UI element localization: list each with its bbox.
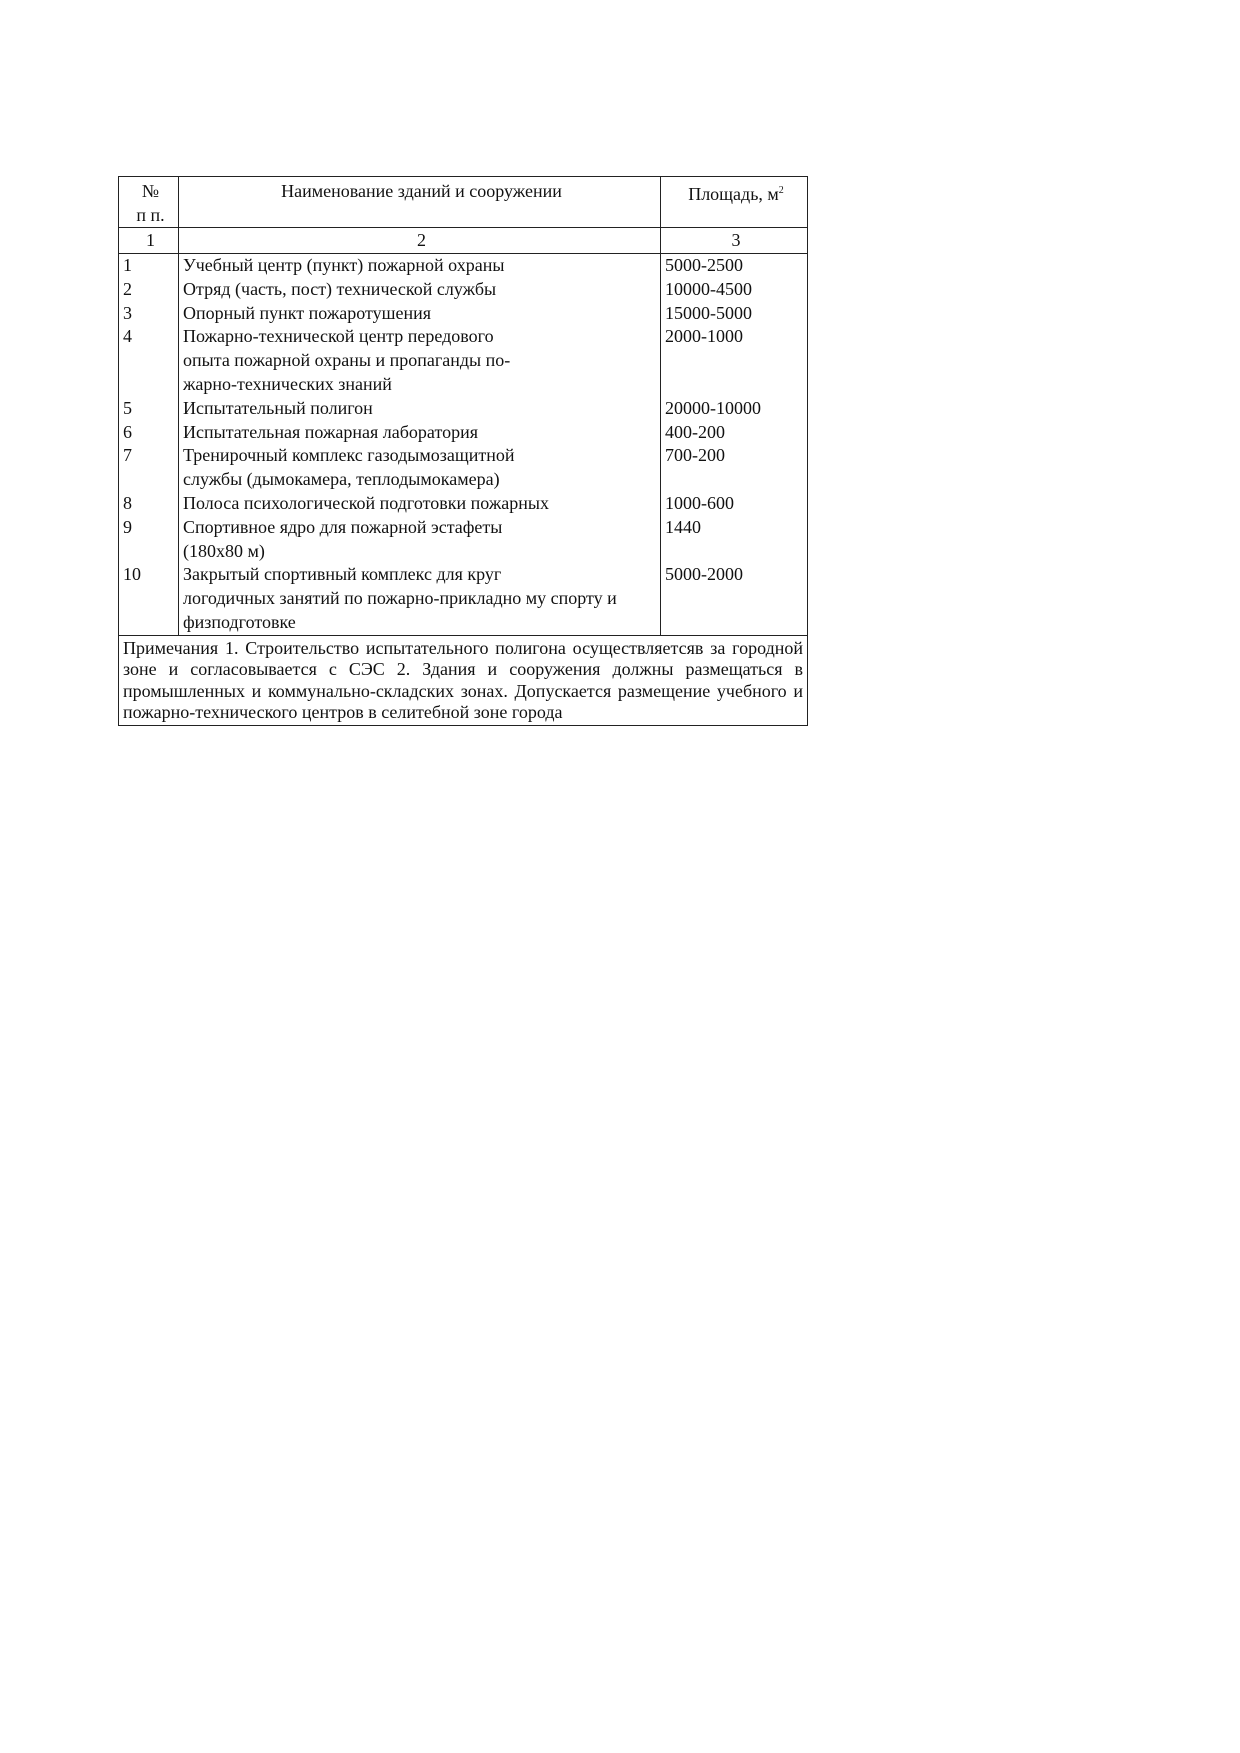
buildings-table xyxy=(118,176,808,726)
row-name-line: Опорный пункт пожаротушения xyxy=(183,302,432,323)
table-row xyxy=(119,492,807,516)
table-row xyxy=(119,254,807,278)
table-notes: Примечания 1. Строительство испытательного полигона осуществляетсяв за городной зоне и согласовывается с СЭС 2. Здания и сооружения должны размещаться в промышленных и коммунально-складских зонах. Допускается размещение учебного и пожарно-технического центров в селитебной зоне города xyxy=(119,635,807,725)
header-number-label: п п. xyxy=(136,205,165,225)
table-row xyxy=(119,563,807,634)
header-number xyxy=(119,177,179,227)
row-name-line: Испытательный полигон xyxy=(183,397,373,418)
header-area-label: Площадь, м xyxy=(688,184,779,204)
row-name-line: жарно-технических знаний xyxy=(183,373,392,394)
row-area: 1440 xyxy=(665,516,701,537)
column-number: 2 xyxy=(179,228,661,253)
row-name-line: Испытательная пожарная лаборатория xyxy=(183,421,478,442)
column-number: 1 xyxy=(119,228,179,253)
row-name-line: Закрытый спортивный комплекс для круг xyxy=(183,564,502,585)
row-name xyxy=(179,516,661,564)
row-number: 8 xyxy=(119,492,179,516)
table-row xyxy=(119,325,807,396)
row-name-line: службы (дымокамера, теплодымокамера) xyxy=(183,469,500,490)
row-name xyxy=(179,492,661,516)
table-row xyxy=(119,421,807,445)
header-number-symbol: № xyxy=(141,181,160,201)
table-row xyxy=(119,302,807,326)
row-number: 2 xyxy=(119,278,179,302)
row-area: 2000-1000 xyxy=(665,326,743,347)
row-name-line: Пожарно-технической центр передового xyxy=(183,326,494,347)
row-area: 20000-10000 xyxy=(665,397,761,418)
row-area: 10000-4500 xyxy=(665,278,752,299)
column-numbers-row xyxy=(119,228,807,254)
row-name-line: Учебный центр (пункт) пожарной охраны xyxy=(183,255,505,275)
row-name-line: Спортивное ядро для пожарной эстафеты xyxy=(183,516,503,537)
row-name xyxy=(179,421,661,445)
row-name xyxy=(179,444,661,492)
header-area xyxy=(661,177,807,227)
row-area: 5000-2500 xyxy=(665,255,743,275)
row-number: 7 xyxy=(119,444,179,492)
row-name-line: (180x80 м) xyxy=(183,540,265,561)
row-number: 4 xyxy=(119,325,179,396)
table-body xyxy=(119,254,807,635)
row-name-line: Отряд (часть, пост) технической службы xyxy=(183,278,497,299)
row-number: 1 xyxy=(119,254,179,278)
row-name xyxy=(179,325,661,396)
row-number: 10 xyxy=(119,563,179,634)
row-name xyxy=(179,397,661,421)
row-name-line: физподготовке xyxy=(183,611,296,632)
header-name: Наименование зданий и сооружении xyxy=(179,177,661,227)
table-row xyxy=(119,516,807,564)
row-name xyxy=(179,278,661,302)
row-number: 9 xyxy=(119,516,179,564)
row-name-line: логодичных занятий по пожарно-прикладно му спорту и xyxy=(183,588,617,609)
row-name xyxy=(179,254,661,278)
row-number: 3 xyxy=(119,302,179,326)
table-header xyxy=(119,177,807,228)
table-row xyxy=(119,278,807,302)
row-number: 5 xyxy=(119,397,179,421)
row-area: 5000-2000 xyxy=(665,564,743,585)
row-name-line: Полоса психологической подготовки пожарных xyxy=(183,492,549,513)
table-row xyxy=(119,397,807,421)
row-name xyxy=(179,302,661,326)
row-area: 1000-600 xyxy=(665,492,734,513)
header-area-unit-sup: 2 xyxy=(778,185,784,196)
column-number: 3 xyxy=(731,230,741,250)
row-name-line: опыта пожарной охраны и пропаганды по- xyxy=(183,350,511,371)
row-name xyxy=(179,563,661,634)
row-number: 6 xyxy=(119,421,179,445)
row-name-line: Тренирочный комплекс газодымозащитной xyxy=(183,445,515,466)
row-area: 700-200 xyxy=(665,445,725,466)
table-row xyxy=(119,444,807,492)
row-area: 15000-5000 xyxy=(665,302,752,323)
row-area: 400-200 xyxy=(665,421,725,442)
